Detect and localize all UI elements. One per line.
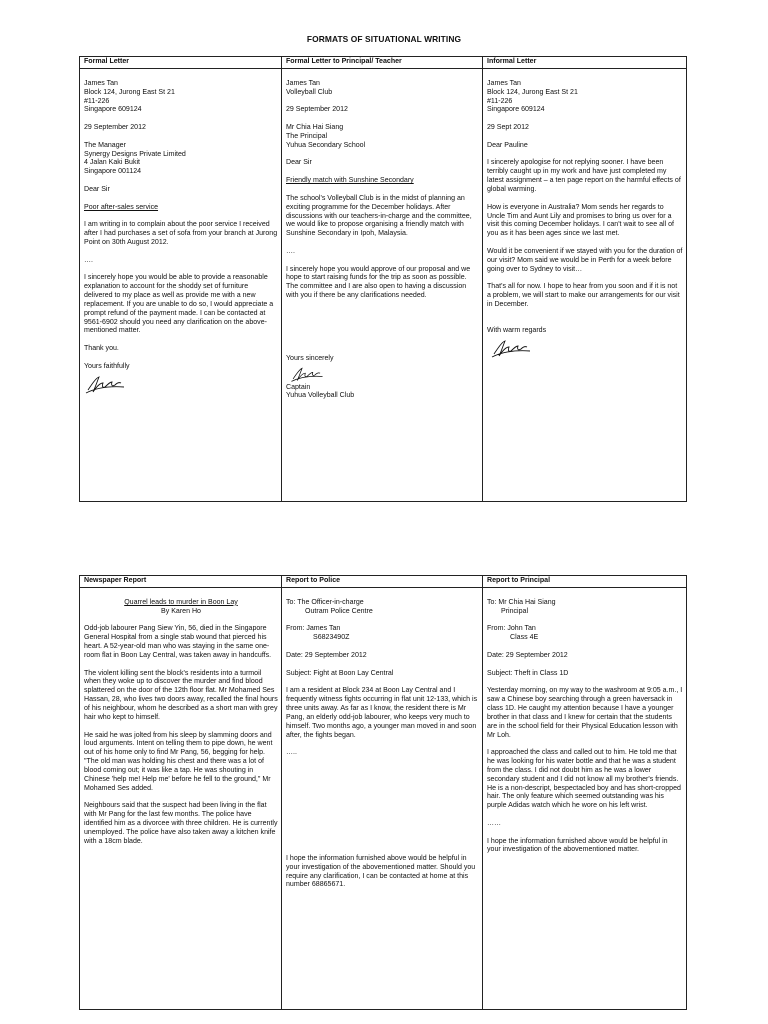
principal-report-to-line-2: Principal <box>501 607 529 615</box>
newspaper-report-cell <box>80 588 282 1010</box>
informal-salutation: Dear Pauline <box>487 141 528 149</box>
formal-sender-address: James Tan Block 124, Jurong East St 21 #11-226 Singapore 609124 <box>84 79 175 114</box>
informal-closing: With warm regards <box>487 327 547 335</box>
principal-letter-closing: Yours sincerely <box>286 354 334 362</box>
informal-para-4: That's all for now. I hope to hear from you soon and if it is not a problem, we will start to make our arrangements for our visit in December. <box>487 283 680 308</box>
principal-letter-para-1: The school's Volleyball Club is in the midst of planning an exciting programme for the December holidays. After discussions with our teachers-in-charge and the committee, we would like to propose organising a friendly match with Sunshine Secondary in Ipoh, Malaysia. <box>286 194 472 238</box>
header-principal-letter: Formal Letter to Principal/ Teacher <box>282 57 483 69</box>
newspaper-para-1: Odd-job labourer Pang Siew Yin, 56, died in the Singapore General Hospital from a single stab wound that pierced his heart. A 52-year-old man who was staying in the same one-room flat in Boon Lay Central, was taken away in handcuffs. <box>84 625 272 659</box>
principal-letter-recipient: Mr Chia Hai Siang The Principal Yuhua Secondary School <box>286 124 366 149</box>
police-report-cell <box>282 588 483 1010</box>
formal-para-1: I am writing in to complain about the poor service I received after I had purchases a set of sofa from your branch at Jurong Point on 30th August 2012. <box>84 221 278 247</box>
police-para-2: I hope the information furnished above would be helpful in your investigation of the abovementioned matter. Should you require any clarification, I can be contacted at home at this number 68865671. <box>286 854 476 889</box>
police-date: Date: 29 September 2012 <box>286 651 367 659</box>
letters-table <box>79 56 687 502</box>
header-informal-letter: Informal Letter <box>483 57 687 69</box>
police-ellipsis: ….. <box>286 749 297 757</box>
police-to-line-2: Outram Police Centre <box>305 607 373 615</box>
formal-ellipsis: …. <box>84 256 94 264</box>
formal-para-2: I sincerely hope you would be able to provide a reasonable explanation to account for the shoddy set of furniture delivered to my place as well as provide me with a new replacement. If you are unable to do so, I would appreciate a prompt refund of the payment made. I can be contacted at 9561-6902 should you need any clarification on the above-mentioned matter. <box>84 274 274 335</box>
informal-para-1: I sincerely apologise for not replying sooner. I have been terribly caught up in my work and have just completed my latest assignment – a ten page report on the harmful effects of global warming. <box>487 159 681 193</box>
header-report-to-police: Report to Police <box>282 576 483 588</box>
principal-letter-subject: Friendly match with Sunshine Secondary <box>286 177 414 185</box>
newspaper-byline: By Karen Ho <box>161 607 201 615</box>
police-from-line: From: James Tan <box>286 625 341 633</box>
newspaper-para-3: He said he was jolted from his sleep by slamming doors and loud arguments. Intent on telling them to pipe down, he went out of his home only to find Mr Pang, 56, begging for help. "The old man was holding his chest and there was a lot of blood coming out; it was like a tap. He was shouting in Chinese 'help me! Help me' before he fell to the ground," Mr Mohamed Ses added. <box>84 731 273 792</box>
principal-report-ellipsis: …… <box>487 819 502 827</box>
informal-date: 29 Sept 2012 <box>487 124 529 132</box>
signature-icon <box>490 337 683 359</box>
newspaper-para-2: The violent killing sent the block's residents into a turmoil when they woke up to discover the murder and find blood splattered on the door of the 12th floor flat. Mr Mohamed Ses Hassan, 28, who lives two doors away, recalled the final hours of his neighbour, whom he described as a short man with grey hair who kept to himself. <box>84 669 278 721</box>
principal-letter-cell <box>282 69 483 502</box>
signature-icon <box>286 365 479 383</box>
principal-report-from-line-2: Class 4E <box>510 634 539 642</box>
newspaper-headline: Quarrel leads to murder in Boon Lay <box>124 598 238 606</box>
principal-report-cell <box>483 588 687 1010</box>
principal-report-para-1: Yesterday morning, on my way to the washroom at 9:05 a.m., I saw a Chinese boy searching through a green haversack in class 1D. He caught my attention because I have a younger brother in that class and I knew for certain that the students are in the school field for their Physical Education lesson with Mr Loh. <box>487 687 683 739</box>
informal-para-3: Would it be convenient if we stayed with you for the duration of our visit? Mom said we would be in Perth for a week before going over to Sydney to visit… <box>487 247 683 273</box>
formal-subject: Poor after-sales service <box>84 203 159 211</box>
reports-table <box>79 575 687 1010</box>
principal-letter-signoff: Captain Yuhua Volleyball Club <box>286 383 355 400</box>
police-para-1: I am a resident at Block 234 at Boon Lay Central and I frequently witness fights occurring in flat unit 12-133, which is three units away. As far as I know, the resident there is Mr Pang, an elderly odd-job labourer, who keeps very much to himself. Two months ago, a younger man moved in and soon after, the fights began. <box>286 687 478 739</box>
police-subject: Subject: Fight at Boon Lay Central <box>286 669 394 677</box>
principal-letter-ellipsis: …. <box>286 247 296 255</box>
principal-letter-para-2: I sincerely hope you would approve of our proposal and we hope to start raising funds for the trip as soon as possible. The committee and I are also open to having a discussion with you if there be any clarifications needed. <box>286 265 471 300</box>
page-title: FORMATS OF SITUATIONAL WRITING <box>306 34 462 44</box>
formal-letter-cell <box>80 69 282 502</box>
formal-date: 29 September 2012 <box>84 124 146 132</box>
principal-letter-date: 29 September 2012 <box>286 106 348 114</box>
formal-salutation: Dear Sir <box>84 185 110 193</box>
police-from-line-2: S6823490Z <box>313 634 350 642</box>
informal-letter-cell <box>483 69 687 502</box>
formal-closing: Yours faithfully <box>84 362 130 370</box>
principal-letter-sender: James Tan Volleyball Club <box>286 79 333 96</box>
header-report-to-principal: Report to Principal <box>483 576 687 588</box>
newspaper-para-4: Neighbours said that the suspect had been living in the flat with Mr Pang for the last few months. The police have identified him as a divorcee with three children. He is currently unemployed. The police have also taken away a kitchen knife with a 18cm blade. <box>84 802 278 845</box>
informal-sender-address: James Tan Block 124, Jurong East St 21 #11-226 Singapore 609124 <box>487 79 578 114</box>
informal-para-2: How is everyone in Australia? Mom sends her regards to Uncle Tim and Aunt Lily and promises to bring us over for a visit this coming December holidays. I can't wait to see all of you as it has been ages since we last met. <box>487 203 674 238</box>
police-to-line: To: The Officer-in-charge <box>286 598 364 606</box>
formal-recipient-address: The Manager Synergy Designs Private Limited 4 Jalan Kaki Bukit Singapore 001124 <box>84 141 186 176</box>
header-newspaper-report: Newspaper Report <box>80 576 282 588</box>
principal-report-date: Date: 29 September 2012 <box>487 651 568 659</box>
header-formal-letter: Formal Letter <box>80 57 282 69</box>
principal-report-from-line: From: John Tan <box>487 625 536 633</box>
principal-letter-salutation: Dear Sir <box>286 159 312 167</box>
formal-thanks: Thank you. <box>84 345 119 353</box>
principal-report-para-3: I hope the information furnished above would be helpful in your investigation of the abovementioned matter. <box>487 837 668 854</box>
principal-report-para-2: I approached the class and called out to him. He told me that he was looking for his water bottle and that he was a student from the class. I did not doubt him as he was a lower secondary student and I did not know all my brother's friends. He is a non-descript, bespectacled boy and has short-cropped hair. The only feature which seemed outstanding was his purple Adidas watch which he wore on his left wrist. <box>487 749 681 810</box>
principal-report-to-line: To: Mr Chia Hai Siang <box>487 598 556 606</box>
signature-icon <box>84 373 278 395</box>
principal-report-subject: Subject: Theft in Class 1D <box>487 669 569 677</box>
